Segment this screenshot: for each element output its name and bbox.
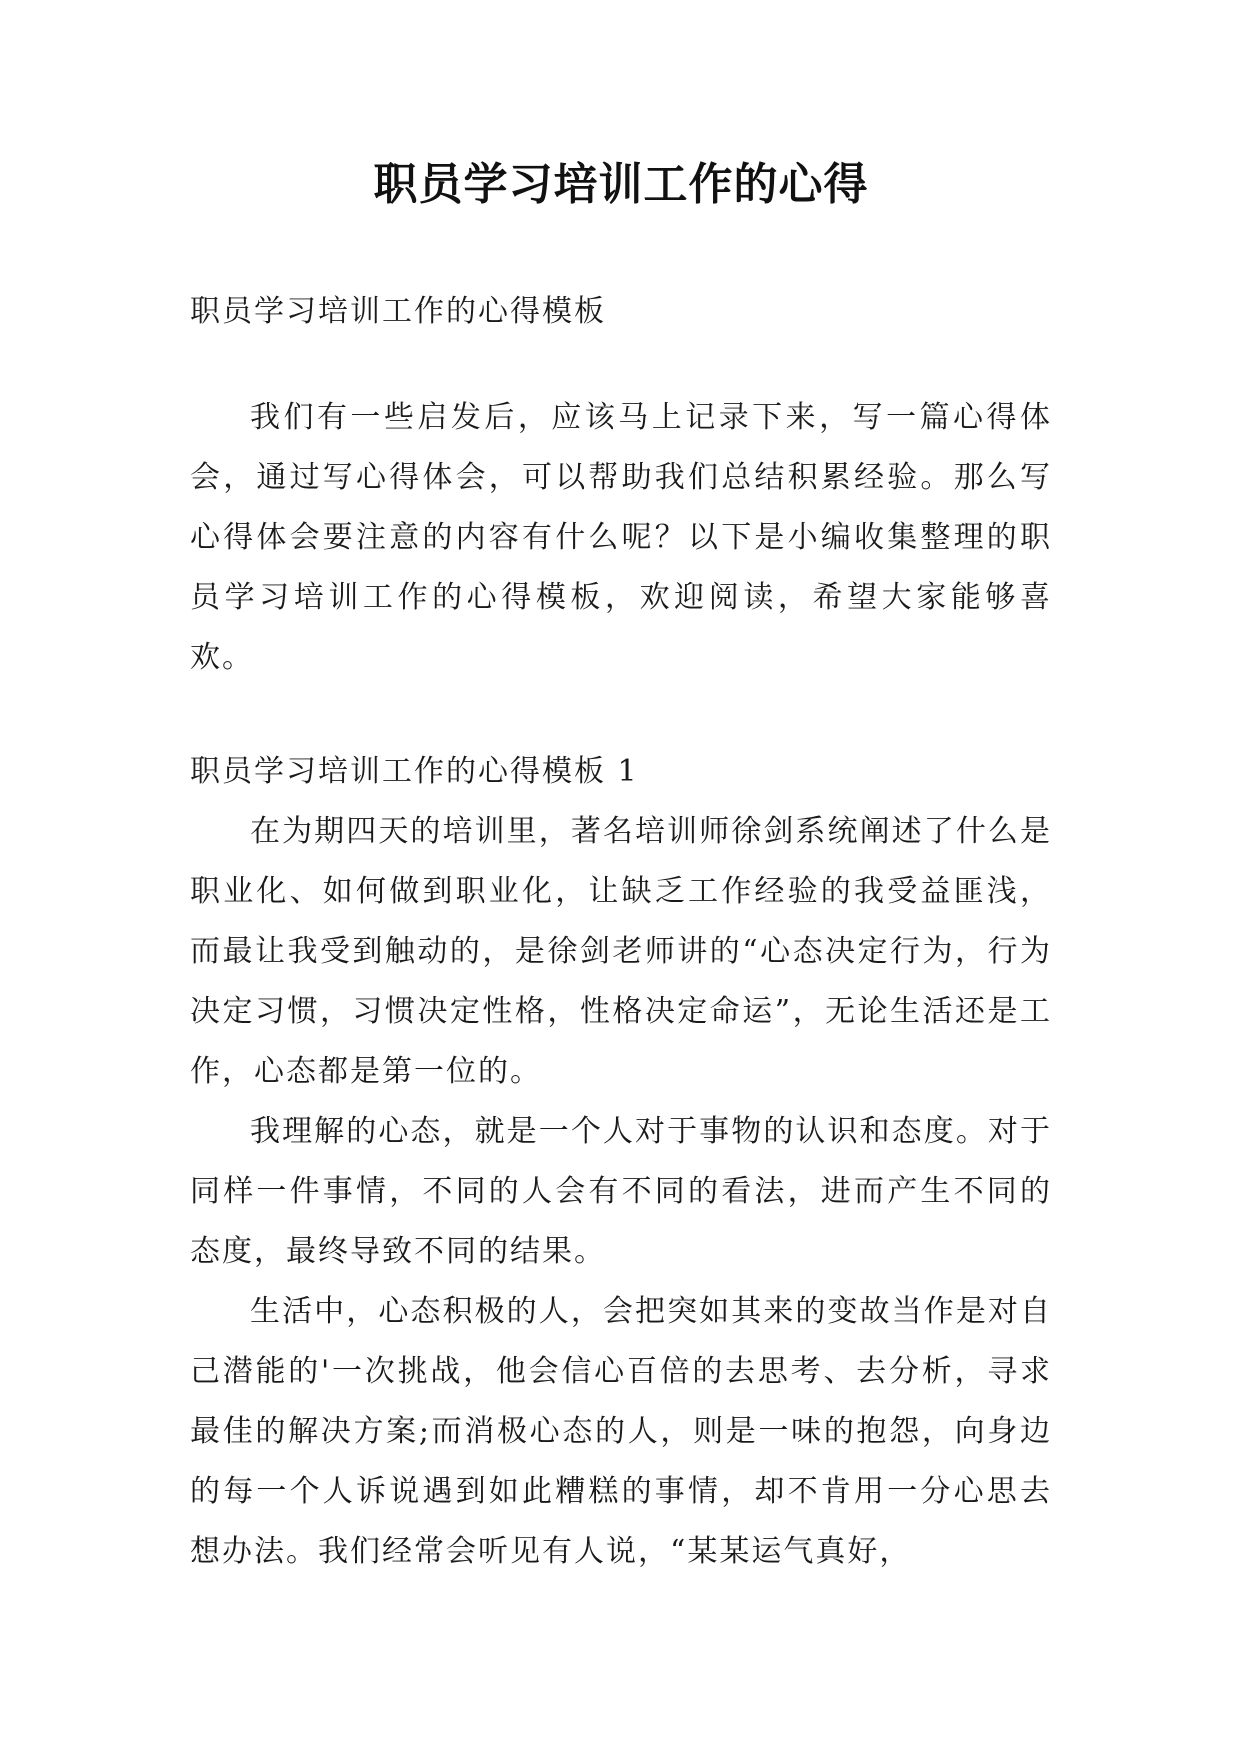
body-paragraph-2: 我理解的心态，就是一个人对于事物的认识和态度。对于同样一件事情，不同的人会有不同的看法，进而产生不同的态度，最终导致不同的结果。 [190,1114,1052,1269]
body-paragraph-3: 生活中，心态积极的人，会把突如其来的变故当作是对自己潜能的'一次挑战，他会信心百倍的去思考、去分析，寻求最佳的解决方案;而消极心态的人，则是一味的抱怨，向身边的每一个人诉说遇到如此糟糕的事情，却不肯用一分心思去想办法。我们经常会听见有人说，“某某运气真好， [190,1294,1052,1569]
intro-section [190,388,1052,688]
section-heading: 职员学习培训工作的心得模板 1 [190,754,639,789]
document-subtitle: 职员学习培训工作的心得模板 [190,294,606,329]
document-title: 职员学习培训工作的心得 [373,159,869,210]
document-body [190,150,1052,1582]
body-paragraph-1: 在为期四天的培训里，著名培训师徐剑系统阐述了什么是职业化、如何做到职业化，让缺乏工作经验的我受益匪浅，而最让我受到触动的，是徐剑老师讲的“心态决定行为，行为决定习惯，习惯决定性格，性格决定命运”，无论生活还是工作，心态都是第一位的。 [190,814,1052,1089]
intro-paragraph: 我们有一些启发后，应该马上记录下来，写一篇心得体会，通过写心得体会，可以帮助我们总结积累经验。那么写心得体会要注意的内容有什么呢？以下是小编收集整理的职员学习培训工作的心得模板，欢迎阅读，希望大家能够喜欢。 [190,400,1052,675]
